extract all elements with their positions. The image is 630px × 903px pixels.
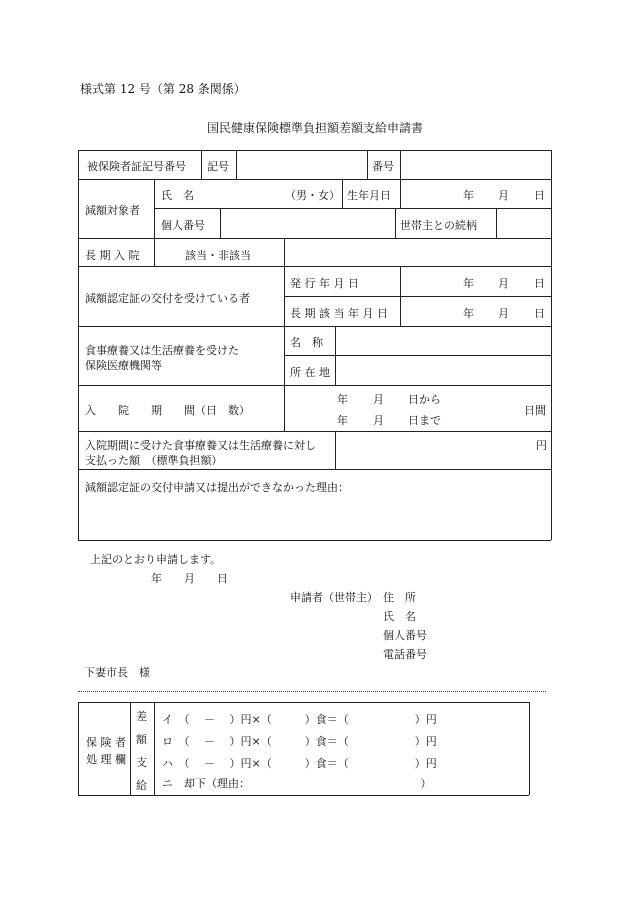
- office-row-ni: ニ 却下（理由： ）: [162, 777, 432, 790]
- number-label: 番号: [372, 160, 394, 173]
- gender-select[interactable]: （男・女）: [285, 189, 340, 202]
- symbol-label: 記号: [207, 160, 229, 173]
- to-year: 年: [337, 414, 348, 427]
- applicant-address-label: 住 所: [383, 591, 416, 604]
- personal-no-label: 個人番号: [161, 219, 205, 232]
- symbol-field[interactable]: [237, 151, 366, 178]
- birth-day: 日: [534, 189, 545, 202]
- applicant-personal-no-label: 個人番号: [383, 629, 427, 642]
- long-stay-select[interactable]: 該当・非該当: [185, 249, 251, 262]
- target-name-field[interactable]: [202, 180, 282, 207]
- col-char-3: 支: [136, 756, 147, 769]
- reason-label: 減額認定証の交付申請又は提出ができなかった理由：: [85, 481, 349, 494]
- birth-year: 年: [463, 189, 474, 202]
- cut-line: [78, 691, 546, 692]
- application-date: 年 月 日: [151, 572, 228, 585]
- name-label: 氏 名: [161, 189, 194, 202]
- addressee: 下妻市長 様: [84, 666, 150, 679]
- applicant-name-label: 氏 名: [383, 610, 416, 623]
- paid-amount-field[interactable]: [336, 432, 550, 468]
- issue-year: 年: [463, 277, 474, 290]
- personal-no-field[interactable]: [221, 209, 394, 237]
- col-char-1: 差: [136, 710, 147, 723]
- ls-day: 日: [534, 307, 545, 320]
- office-row-ro: ロ （ － ）円×（ ）食＝（ ）円: [162, 735, 437, 748]
- from-day: 日から: [408, 393, 441, 406]
- issue-month: 月: [498, 277, 509, 290]
- paid-label-1: 入院期間に受けた食事療養又は生活療養に対し: [85, 439, 316, 452]
- col-char-4: 給: [136, 779, 147, 792]
- period-label: 入 院 期 間（日 数）: [85, 404, 250, 417]
- insured-card-label: 被保険者証記号番号: [87, 160, 186, 173]
- applicant-phone-label: 電話番号: [383, 648, 427, 661]
- form-number: 様式第 12 号（第 28 条関係）: [80, 82, 246, 96]
- institution-label-1: 食事療養又は生活療養を受けた: [85, 344, 239, 357]
- institution-address-label: 所 在 地: [290, 366, 330, 379]
- yen-label: 円: [536, 439, 547, 452]
- office-row-ha: ハ （ － ）円×（ ）食＝（ ）円: [162, 757, 437, 770]
- institution-name-field[interactable]: [336, 327, 550, 354]
- cert-holder-label: 減額認定証の交付を受けている者: [85, 292, 250, 305]
- col-char-2: 額: [136, 733, 147, 746]
- days-label: 日間: [524, 404, 546, 417]
- institution-label-2: 保険医療機関等: [85, 359, 162, 372]
- issue-day: 日: [534, 277, 545, 290]
- birthdate-label: 生年月日: [347, 189, 391, 202]
- office-label-1: 保 険 者: [86, 736, 126, 749]
- relation-label: 世帯主との続柄: [400, 219, 477, 232]
- ls-year: 年: [463, 307, 474, 320]
- relation-field[interactable]: [497, 209, 550, 237]
- paid-label-2: 支払った額 （標準負担額）: [85, 454, 223, 467]
- applicant-label: 申請者（世帯主）: [290, 591, 378, 604]
- office-row-i: イ （ － ）円×（ ）食＝（ ）円: [162, 713, 437, 726]
- from-year: 年: [337, 393, 348, 406]
- long-stay-date-label: 長 期 該 当 年 月 日: [290, 307, 388, 320]
- reason-field[interactable]: [79, 495, 550, 539]
- number-field[interactable]: [401, 151, 550, 178]
- institution-address-field[interactable]: [336, 356, 550, 384]
- long-stay-label: 長 期 入 院: [85, 249, 140, 262]
- office-label-2: 処 理 欄: [86, 753, 126, 766]
- statement: 上記のとおり申請します。: [90, 553, 222, 566]
- form-title: 国民健康保険標準負担額差額支給申請書: [206, 121, 423, 135]
- to-month: 月: [373, 414, 384, 427]
- to-day: 日まで: [408, 414, 441, 427]
- ls-month: 月: [498, 307, 509, 320]
- from-month: 月: [373, 393, 384, 406]
- institution-name-label: 名 称: [290, 336, 323, 349]
- birth-month: 月: [498, 189, 509, 202]
- issue-date-label: 発 行 年 月 日: [290, 277, 359, 290]
- reduction-target-label: 減額対象者: [85, 204, 140, 217]
